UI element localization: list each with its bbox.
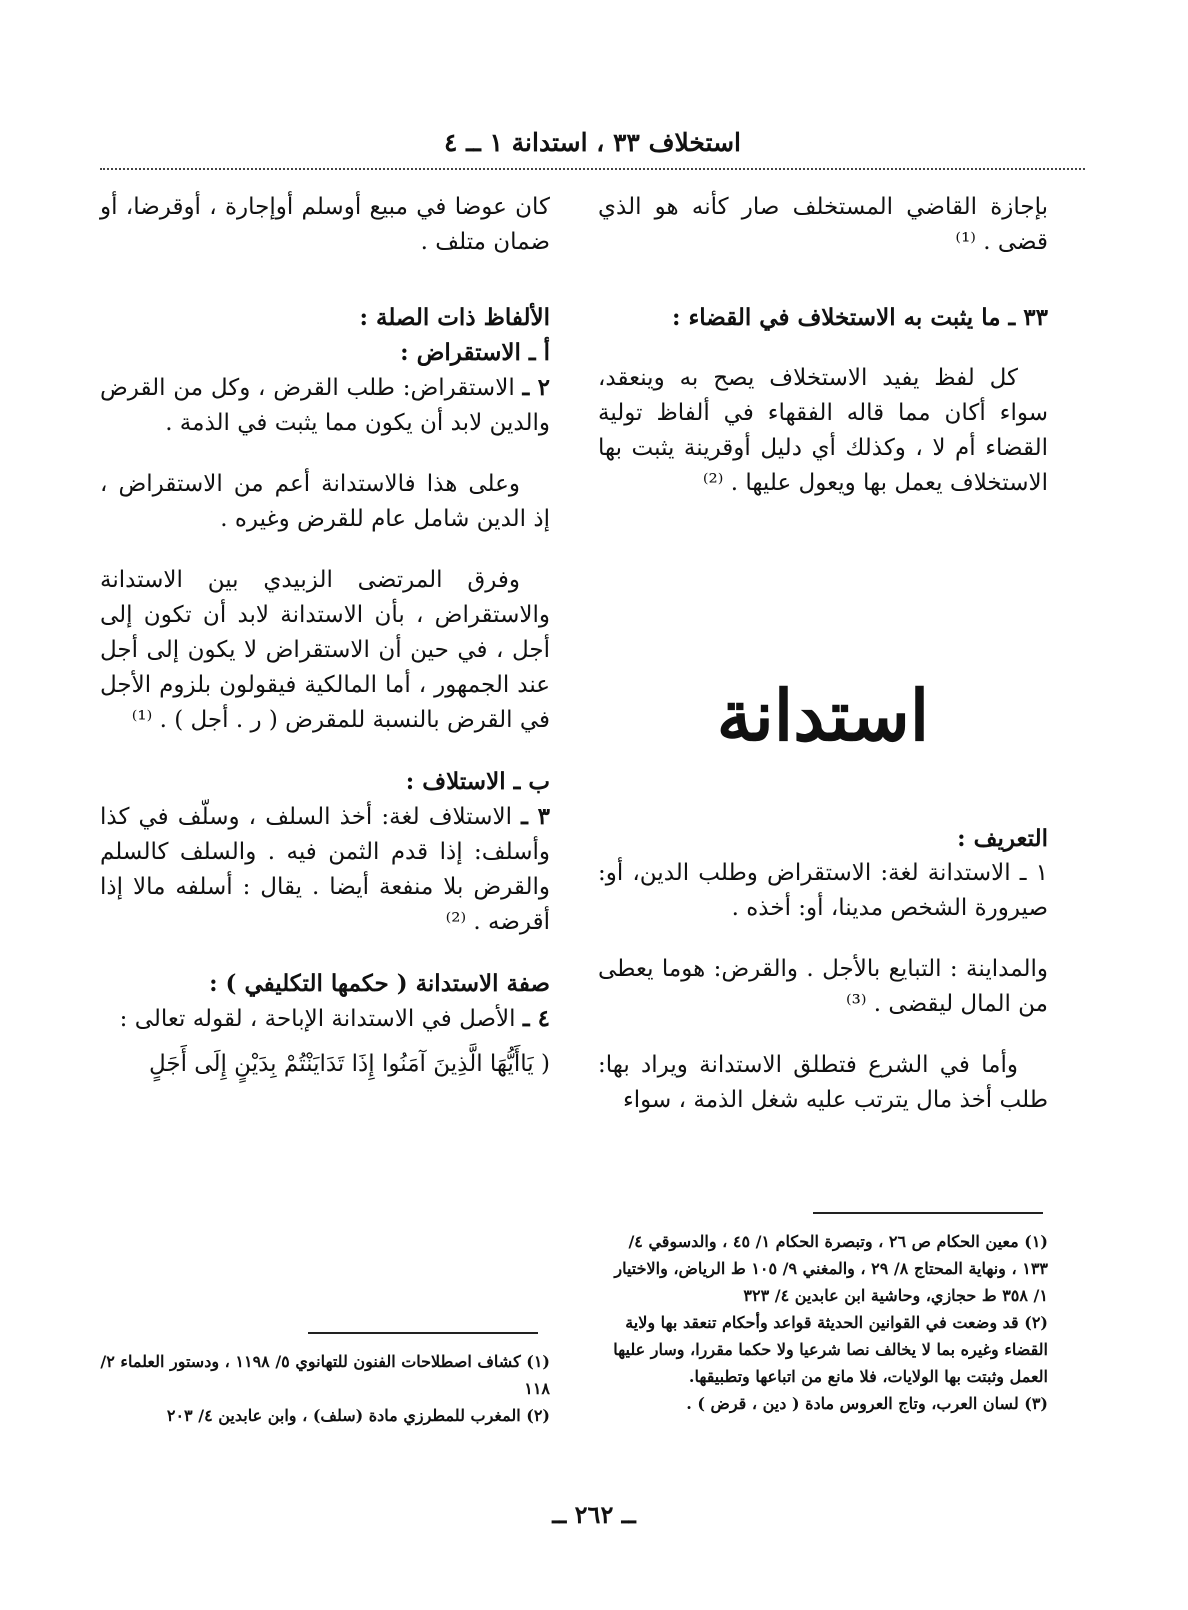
continuation-paragraph-left: كان عوضا في مبيع أوسلم أوإجارة ، أوقرضا، أو ضمان متلف . (100, 194, 550, 255)
footnotes-right (598, 1228, 1048, 1417)
ruling-text: الأصل في الاستدانة الإباحة ، لقوله تعالى : (119, 1006, 516, 1032)
istiqrad-text: الاستقراض: طلب القرض ، وكل من القرض والدين لابد أن يكون مما يثبت في الذمة . (100, 375, 550, 436)
istilaf-subheading: ب ـ الاستلاف : (405, 768, 550, 795)
istiqrad-paragraph (100, 370, 550, 441)
footnote-left-1: (١) كشاف اصطلاحات الفنون للتهانوي ٥/ ١١٩٨ ، ودستور العلماء ٢/ ١١٨ (100, 1352, 550, 1398)
entry-title: استدانة (716, 674, 930, 757)
definition-paragraph-2: والمداينة : التبايع بالأجل . والقرض: هوما يعطى من المال ليقضى . ⁽³⁾ (598, 956, 1048, 1017)
left-column (100, 180, 550, 1108)
footnote-right-3: (٣) لسان العرب، وتاج العروس مادة ( دين ، قرض ) . (686, 1394, 1048, 1413)
quran-verse: ( يَاأَيُّهَا الَّذِينَ آمَنُوا إِذَا تَدَايَنْتُمْ بِدَيْنٍ إِلَى أَجَلٍ (148, 1051, 550, 1077)
para-number-4: ٤ ـ (522, 1005, 550, 1032)
footnote-left-2: (٢) المغرب للمطرزي مادة (سلف) ، وابن عابدين ٤/ ٢٠٣ (166, 1406, 550, 1425)
page-number: ــ ٢٦٢ ــ (552, 1500, 636, 1529)
para-number-3: ٣ ـ (521, 803, 551, 830)
istilaf-text: الاستلاف لغة: أخذ السلف ، وسلّف في كذا وأسلف: إذا قدم الثمن فيه . والسلف كالسلم والقرض بلا منفعة أيضا . يقال : أسلفه مالا إذا أقرضه . ⁽²⁾ (100, 804, 550, 935)
definition-heading: التعريف : (957, 825, 1048, 852)
footnote-right-1: (١) معين الحكام ص ٢٦ ، وتبصرة الحكام ١/ ٤٥ ، والدسوقي ٤/ ١٣٣ ، ونهاية المحتاج ٨/ ٢٩ ، والمغني ٩/ ١٠٥ ط الرياض، والاختيار ١/ ٣٥٨ ط حجازي، وحاشية ابن عابدين ٤/ ٣٢٣ (614, 1232, 1048, 1305)
footnote-rule-left (308, 1332, 538, 1334)
istiqrad-subheading: أ ـ الاستقراض : (400, 339, 550, 366)
ruling-heading: صفة الاستدانة ( حكمها التكليفي ) : (209, 970, 550, 997)
footnote-right-2: (٢) قد وضعت في القوانين الحديثة قواعد وأحكام تنعقد بها ولاية القضاء وغيره بما لا يخالف نصا شرعيا ولا حكما مقررا، وسار عليها العمل وثبتت بها الولايات، فلا مانع من اتباعها وتطبيقها. (613, 1313, 1048, 1386)
zabidi-paragraph: وفرق المرتضى الزبيدي بين الاستدانة والاستقراض ، بأن الاستدانة لابد أن تكون إلى أجل ، في حين أن الاستقراض لا يكون إلى أجل عند الجمهور ، أما المالكية فيقولون بلزوم الأجل في القرض بالنسبة للمقرض ( ر . أجل ) . ⁽¹⁾ (100, 567, 550, 733)
footnotes-left (100, 1348, 550, 1429)
definition-paragraph-1: ١ ـ الاستدانة لغة: الاستقراض وطلب الدين، أو: صيرورة الشخص مدينا، أو: أخذه . (598, 860, 1048, 921)
right-column (598, 180, 1048, 1144)
istilaf-paragraph (100, 799, 550, 940)
section-33-heading: ٣٣ ـ ما يثبت به الاستخلاف في القضاء : (671, 304, 1048, 331)
para-number-2: ٢ ـ (522, 374, 551, 401)
continuation-paragraph: بإجازة القاضي المستخلف صار كأنه هو الذي قضى . ⁽¹⁾ (598, 194, 1048, 255)
header-dotted-rule (100, 168, 1085, 170)
related-terms-heading: الألفاظ ذات الصلة : (359, 304, 550, 331)
running-header: استخلاف ٣٣ ، استدانة ١ ــ ٤ (444, 128, 741, 157)
definition-paragraph-3: وأما في الشرع فتطلق الاستدانة ويراد بها: طلب أخذ مال يترتب عليه شغل الذمة ، سواء (598, 1052, 1048, 1113)
section-33-paragraph: كل لفظ يفيد الاستخلاف يصح به وينعقد، سواء أكان مما قاله الفقهاء في ألفاظ تولية القضاء أم لا ، وكذلك أي دليل أوقرينة يثبت بها الاستخلاف يعمل بها ويعول عليها . ⁽²⁾ (598, 365, 1048, 496)
ruling-paragraph (100, 1001, 550, 1037)
footnote-rule-right (813, 1212, 1043, 1214)
comparison-paragraph: وعلى هذا فالاستدانة أعم من الاستقراض ، إذ الدين شامل عام للقرض وغيره . (100, 471, 550, 532)
